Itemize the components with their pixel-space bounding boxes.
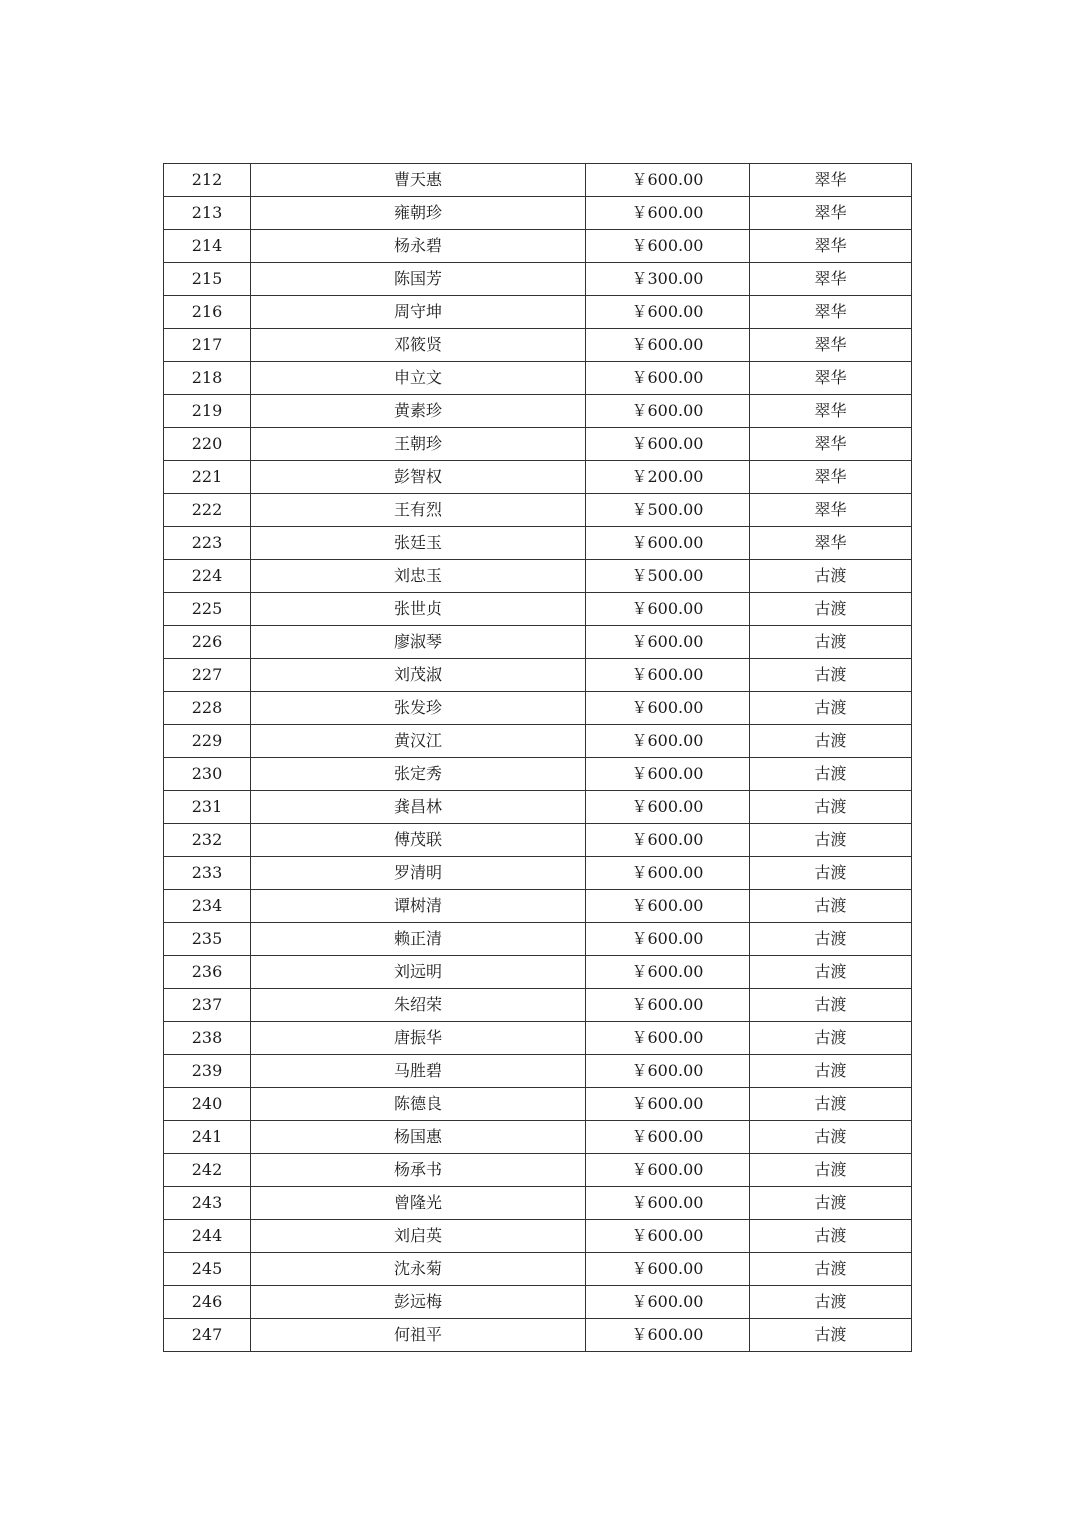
amount-cell: ￥600.00 — [586, 329, 750, 362]
location-cell: 古渡 — [750, 1286, 912, 1319]
location-cell: 古渡 — [750, 1022, 912, 1055]
name-cell: 申立文 — [251, 362, 586, 395]
roster-table — [163, 163, 912, 1352]
location-cell: 翠华 — [750, 527, 912, 560]
name-cell: 杨永碧 — [251, 230, 586, 263]
amount-cell: ￥600.00 — [586, 692, 750, 725]
row-number-cell: 237 — [164, 989, 251, 1022]
row-number-cell: 238 — [164, 1022, 251, 1055]
row-number-cell: 226 — [164, 626, 251, 659]
location-cell: 古渡 — [750, 1055, 912, 1088]
row-number-cell: 217 — [164, 329, 251, 362]
name-cell: 陈德良 — [251, 1088, 586, 1121]
table-row — [164, 1187, 912, 1220]
name-cell: 邓筱贤 — [251, 329, 586, 362]
amount-cell: ￥600.00 — [586, 857, 750, 890]
amount-cell: ￥600.00 — [586, 824, 750, 857]
row-number-cell: 219 — [164, 395, 251, 428]
table-row — [164, 560, 912, 593]
table-row — [164, 791, 912, 824]
table-row — [164, 758, 912, 791]
location-cell: 古渡 — [750, 593, 912, 626]
row-number-cell: 240 — [164, 1088, 251, 1121]
table-row — [164, 890, 912, 923]
amount-cell: ￥600.00 — [586, 956, 750, 989]
table-row — [164, 230, 912, 263]
amount-cell: ￥600.00 — [586, 1022, 750, 1055]
name-cell: 张廷玉 — [251, 527, 586, 560]
name-cell: 杨承书 — [251, 1154, 586, 1187]
location-cell: 古渡 — [750, 725, 912, 758]
amount-cell: ￥600.00 — [586, 1088, 750, 1121]
row-number-cell: 222 — [164, 494, 251, 527]
location-cell: 翠华 — [750, 263, 912, 296]
amount-cell: ￥600.00 — [586, 659, 750, 692]
location-cell: 古渡 — [750, 626, 912, 659]
location-cell: 翠华 — [750, 494, 912, 527]
table-row — [164, 197, 912, 230]
row-number-cell: 239 — [164, 1055, 251, 1088]
name-cell: 黄汉江 — [251, 725, 586, 758]
location-cell: 古渡 — [750, 791, 912, 824]
location-cell: 翠华 — [750, 329, 912, 362]
table-row — [164, 1055, 912, 1088]
amount-cell: ￥600.00 — [586, 791, 750, 824]
name-cell: 赖正清 — [251, 923, 586, 956]
amount-cell: ￥600.00 — [586, 1220, 750, 1253]
name-cell: 廖淑琴 — [251, 626, 586, 659]
amount-cell: ￥600.00 — [586, 890, 750, 923]
name-cell: 沈永菊 — [251, 1253, 586, 1286]
location-cell: 翠华 — [750, 461, 912, 494]
row-number-cell: 230 — [164, 758, 251, 791]
table-row — [164, 461, 912, 494]
table-row — [164, 1319, 912, 1352]
row-number-cell: 228 — [164, 692, 251, 725]
name-cell: 马胜碧 — [251, 1055, 586, 1088]
row-number-cell: 220 — [164, 428, 251, 461]
name-cell: 刘忠玉 — [251, 560, 586, 593]
amount-cell: ￥600.00 — [586, 758, 750, 791]
location-cell: 古渡 — [750, 1187, 912, 1220]
name-cell: 杨国惠 — [251, 1121, 586, 1154]
row-number-cell: 246 — [164, 1286, 251, 1319]
name-cell: 张世贞 — [251, 593, 586, 626]
table-row — [164, 494, 912, 527]
row-number-cell: 245 — [164, 1253, 251, 1286]
table-row — [164, 329, 912, 362]
amount-cell: ￥500.00 — [586, 560, 750, 593]
location-cell: 古渡 — [750, 560, 912, 593]
amount-cell: ￥600.00 — [586, 1154, 750, 1187]
table-row — [164, 263, 912, 296]
table-row — [164, 659, 912, 692]
name-cell: 何祖平 — [251, 1319, 586, 1352]
location-cell: 古渡 — [750, 692, 912, 725]
amount-cell: ￥600.00 — [586, 428, 750, 461]
table-row — [164, 1022, 912, 1055]
table-row — [164, 527, 912, 560]
name-cell: 唐振华 — [251, 1022, 586, 1055]
row-number-cell: 234 — [164, 890, 251, 923]
table-row — [164, 296, 912, 329]
row-number-cell: 243 — [164, 1187, 251, 1220]
amount-cell: ￥600.00 — [586, 1055, 750, 1088]
name-cell: 罗清明 — [251, 857, 586, 890]
amount-cell: ￥600.00 — [586, 1187, 750, 1220]
table-row — [164, 857, 912, 890]
name-cell: 傅茂联 — [251, 824, 586, 857]
amount-cell: ￥600.00 — [586, 395, 750, 428]
location-cell: 古渡 — [750, 989, 912, 1022]
amount-cell: ￥600.00 — [586, 527, 750, 560]
amount-cell: ￥600.00 — [586, 230, 750, 263]
row-number-cell: 242 — [164, 1154, 251, 1187]
table-row — [164, 1286, 912, 1319]
location-cell: 翠华 — [750, 395, 912, 428]
row-number-cell: 244 — [164, 1220, 251, 1253]
name-cell: 龚昌林 — [251, 791, 586, 824]
location-cell: 古渡 — [750, 857, 912, 890]
row-number-cell: 215 — [164, 263, 251, 296]
row-number-cell: 229 — [164, 725, 251, 758]
location-cell: 古渡 — [750, 923, 912, 956]
name-cell: 刘远明 — [251, 956, 586, 989]
location-cell: 古渡 — [750, 1154, 912, 1187]
table-row — [164, 956, 912, 989]
name-cell: 谭树清 — [251, 890, 586, 923]
location-cell: 古渡 — [750, 824, 912, 857]
amount-cell: ￥600.00 — [586, 923, 750, 956]
amount-cell: ￥600.00 — [586, 725, 750, 758]
location-cell: 古渡 — [750, 1220, 912, 1253]
table-row — [164, 593, 912, 626]
name-cell: 陈国芳 — [251, 263, 586, 296]
amount-cell: ￥500.00 — [586, 494, 750, 527]
name-cell: 张定秀 — [251, 758, 586, 791]
name-cell: 雍朝珍 — [251, 197, 586, 230]
name-cell: 朱绍荣 — [251, 989, 586, 1022]
table-row — [164, 824, 912, 857]
amount-cell: ￥600.00 — [586, 626, 750, 659]
location-cell: 古渡 — [750, 659, 912, 692]
name-cell: 王有烈 — [251, 494, 586, 527]
location-cell: 翠华 — [750, 197, 912, 230]
row-number-cell: 241 — [164, 1121, 251, 1154]
row-number-cell: 216 — [164, 296, 251, 329]
row-number-cell: 225 — [164, 593, 251, 626]
row-number-cell: 235 — [164, 923, 251, 956]
location-cell: 翠华 — [750, 230, 912, 263]
name-cell: 曾隆光 — [251, 1187, 586, 1220]
table-row — [164, 395, 912, 428]
location-cell: 翠华 — [750, 428, 912, 461]
table-row — [164, 923, 912, 956]
name-cell: 刘启英 — [251, 1220, 586, 1253]
row-number-cell: 221 — [164, 461, 251, 494]
table-row — [164, 1154, 912, 1187]
amount-cell: ￥200.00 — [586, 461, 750, 494]
name-cell: 曹天惠 — [251, 164, 586, 197]
location-cell: 古渡 — [750, 890, 912, 923]
table-row — [164, 428, 912, 461]
amount-cell: ￥600.00 — [586, 593, 750, 626]
table-row — [164, 1088, 912, 1121]
amount-cell: ￥600.00 — [586, 1121, 750, 1154]
row-number-cell: 231 — [164, 791, 251, 824]
row-number-cell: 223 — [164, 527, 251, 560]
amount-cell: ￥300.00 — [586, 263, 750, 296]
location-cell: 古渡 — [750, 1253, 912, 1286]
location-cell: 古渡 — [750, 758, 912, 791]
name-cell: 王朝珍 — [251, 428, 586, 461]
name-cell: 彭远梅 — [251, 1286, 586, 1319]
location-cell: 古渡 — [750, 1121, 912, 1154]
row-number-cell: 233 — [164, 857, 251, 890]
row-number-cell: 214 — [164, 230, 251, 263]
name-cell: 张发珍 — [251, 692, 586, 725]
row-number-cell: 213 — [164, 197, 251, 230]
table-row — [164, 626, 912, 659]
row-number-cell: 212 — [164, 164, 251, 197]
row-number-cell: 224 — [164, 560, 251, 593]
name-cell: 刘茂淑 — [251, 659, 586, 692]
amount-cell: ￥600.00 — [586, 1253, 750, 1286]
table-row — [164, 692, 912, 725]
row-number-cell: 232 — [164, 824, 251, 857]
amount-cell: ￥600.00 — [586, 296, 750, 329]
location-cell: 古渡 — [750, 1319, 912, 1352]
location-cell: 古渡 — [750, 956, 912, 989]
row-number-cell: 218 — [164, 362, 251, 395]
amount-cell: ￥600.00 — [586, 1319, 750, 1352]
amount-cell: ￥600.00 — [586, 1286, 750, 1319]
table-row — [164, 989, 912, 1022]
amount-cell: ￥600.00 — [586, 989, 750, 1022]
amount-cell: ￥600.00 — [586, 164, 750, 197]
name-cell: 彭智权 — [251, 461, 586, 494]
name-cell: 黄素珍 — [251, 395, 586, 428]
row-number-cell: 236 — [164, 956, 251, 989]
roster-table-body — [164, 164, 912, 1352]
table-row — [164, 362, 912, 395]
location-cell: 古渡 — [750, 1088, 912, 1121]
location-cell: 翠华 — [750, 296, 912, 329]
table-row — [164, 725, 912, 758]
row-number-cell: 247 — [164, 1319, 251, 1352]
table-row — [164, 1253, 912, 1286]
location-cell: 翠华 — [750, 362, 912, 395]
amount-cell: ￥600.00 — [586, 362, 750, 395]
table-row — [164, 1220, 912, 1253]
name-cell: 周守坤 — [251, 296, 586, 329]
table-row — [164, 1121, 912, 1154]
location-cell: 翠华 — [750, 164, 912, 197]
table-row — [164, 164, 912, 197]
row-number-cell: 227 — [164, 659, 251, 692]
amount-cell: ￥600.00 — [586, 197, 750, 230]
